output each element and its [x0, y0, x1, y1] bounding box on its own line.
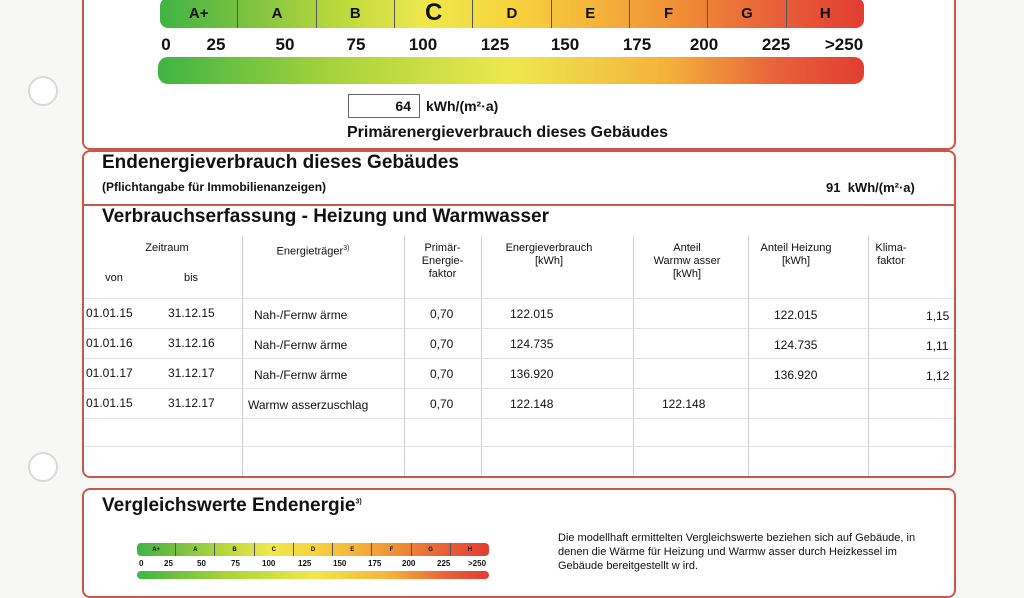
mini-class-label: A — [176, 543, 215, 556]
tick-label: 75 — [346, 35, 366, 54]
cell-faktor: 0,70 — [430, 337, 454, 351]
mini-class-label: F — [372, 543, 411, 556]
verbrauch-title: Verbrauchserfassung - Heizung und Warmwasser — [102, 206, 549, 227]
cell-klima: 1,15 — [926, 309, 950, 323]
cell-faktor: 0,70 — [430, 307, 454, 321]
class-label: A+ — [160, 0, 238, 28]
cell-warmwasser: 122.148 — [662, 397, 706, 411]
cell-traeger: Nah-/Fernw ärme — [254, 338, 348, 352]
mini-class-label: E — [333, 543, 372, 556]
cell-von: 01.01.15 — [86, 306, 133, 320]
mini-class-label: G — [412, 543, 451, 556]
vergleich-title-text: Vergleichswerte Endenergie — [102, 495, 356, 516]
mini-class-label: A+ — [137, 543, 176, 556]
class-label: H — [819, 4, 831, 22]
header-bis: bis — [183, 272, 199, 284]
primary-value-box — [348, 94, 420, 118]
punch-hole-top — [28, 76, 58, 106]
cell-faktor: 0,70 — [430, 367, 454, 381]
mini-tick-label: >250 — [468, 559, 487, 568]
mini-class-label: C — [255, 543, 294, 556]
cell-heizung: 124.735 — [774, 338, 818, 352]
cell-verbrauch: 136.920 — [510, 367, 554, 381]
mini-tick-label: 175 — [368, 559, 382, 568]
col-divider — [748, 236, 749, 476]
cell-verbrauch: 122.148 — [510, 397, 554, 411]
row-divider — [84, 418, 954, 419]
header-energietraeger-text: Energieträger — [276, 245, 344, 258]
mini-tick-label: 0 — [139, 559, 144, 568]
header-primaer: Primär- Energie- faktor — [421, 242, 464, 280]
cell-faktor: 0,70 — [430, 397, 454, 411]
mini-tick-label: 75 — [231, 559, 240, 568]
cell-von: 01.01.16 — [86, 336, 133, 350]
class-label: C — [395, 0, 473, 28]
mini-gradient-scale — [137, 571, 489, 579]
cell-traeger: Nah-/Fernw ärme — [254, 368, 348, 382]
endenergie-note: (Pflichtangabe für Immobilienanzeigen) — [102, 180, 327, 194]
class-label: G — [708, 0, 786, 28]
punch-hole-bottom — [28, 452, 58, 482]
endenergie-unit: kWh/(m²·a) — [847, 180, 915, 195]
cell-von: 01.01.15 — [86, 396, 133, 410]
primary-unit: kWh/(m²·a) — [426, 98, 499, 114]
row-divider — [84, 446, 954, 447]
mini-class-label: B — [215, 543, 254, 556]
endenergie-value — [826, 180, 915, 195]
tick-label: 225 — [761, 35, 791, 54]
cell-traeger: Nah-/Fernw ärme — [254, 308, 348, 322]
class-label: E — [552, 0, 630, 28]
endenergie-number: 91 — [826, 180, 841, 195]
tick-label: 125 — [480, 35, 510, 54]
tick-label: 25 — [206, 35, 226, 54]
cell-bis: 31.12.17 — [168, 366, 215, 380]
tick-label: >250 — [824, 35, 864, 54]
tick-label: 175 — [622, 35, 652, 54]
cell-bis: 31.12.17 — [168, 396, 215, 410]
row-divider — [84, 328, 954, 329]
mini-tick-label: 25 — [164, 559, 173, 568]
mini-class-bar — [137, 543, 489, 556]
mini-tick-label: 50 — [197, 559, 206, 568]
cell-bis: 31.12.15 — [168, 306, 215, 320]
header-von: von — [105, 272, 123, 284]
efficiency-class-bar — [160, 0, 864, 28]
class-label: D — [473, 0, 551, 28]
primary-label: Primärenergieverbrauch dieses Gebäudes — [347, 124, 669, 141]
mini-tick-label: 125 — [298, 559, 312, 568]
header-klima: Klima- faktor — [875, 242, 907, 267]
cell-heizung: 136.920 — [774, 368, 818, 382]
tick-label: 100 — [408, 35, 438, 54]
footnote-marker: 3) — [343, 245, 350, 252]
row-divider — [84, 298, 954, 299]
primary-value: 64 — [395, 98, 411, 114]
mini-tick-label: 200 — [402, 559, 416, 568]
header-zeitraum: Zeitraum — [145, 242, 189, 254]
tick-label: 0 — [161, 35, 171, 54]
class-label: A — [238, 0, 316, 28]
cell-heizung: 122.015 — [774, 308, 818, 322]
cell-verbrauch: 124.735 — [510, 337, 554, 351]
mini-class-label: D — [294, 543, 333, 556]
cell-traeger: Warmw asserzuschlag — [248, 398, 369, 412]
cell-verbrauch: 122.015 — [510, 307, 554, 321]
col-divider — [242, 236, 243, 476]
tick-label: 150 — [550, 35, 580, 54]
mini-tick-label: 100 — [262, 559, 276, 568]
col-divider — [868, 236, 869, 476]
row-divider — [84, 358, 954, 359]
col-divider — [481, 236, 482, 476]
class-label: B — [317, 0, 395, 28]
mini-class-label: H — [467, 546, 473, 553]
header-heizung: Anteil Heizung [kWh] — [760, 242, 832, 267]
header-warmwasser: Anteil Warmw asser [kWh] — [653, 242, 721, 280]
tick-label: 200 — [689, 35, 719, 54]
energy-gradient-scale — [158, 57, 864, 84]
cell-bis: 31.12.16 — [168, 336, 215, 350]
row-divider — [84, 388, 954, 389]
header-energietraeger — [258, 242, 368, 259]
class-label: F — [630, 0, 708, 28]
cell-von: 01.01.17 — [86, 366, 133, 380]
vergleich-title — [102, 495, 362, 517]
mini-tick-label: 150 — [333, 559, 347, 568]
endenergie-title: Endenergieverbrauch dieses Gebäudes — [102, 152, 459, 173]
footnote-marker: 3) — [355, 498, 362, 506]
mini-tick-label: 225 — [437, 559, 451, 568]
vergleich-text: Die modellhaft ermittelten Vergleichswerte beziehen sich auf Gebäude, in denen die Wärme für Heizung und Warmw asser durch Heizkessel im Gebäude bereitgestellt w ird. — [558, 532, 916, 572]
header-energieverbrauch: Energieverbrauch [kWh] — [505, 242, 593, 267]
cell-klima: 1,11 — [926, 339, 949, 353]
tick-label: 50 — [275, 35, 295, 54]
cell-klima: 1,12 — [926, 369, 950, 383]
